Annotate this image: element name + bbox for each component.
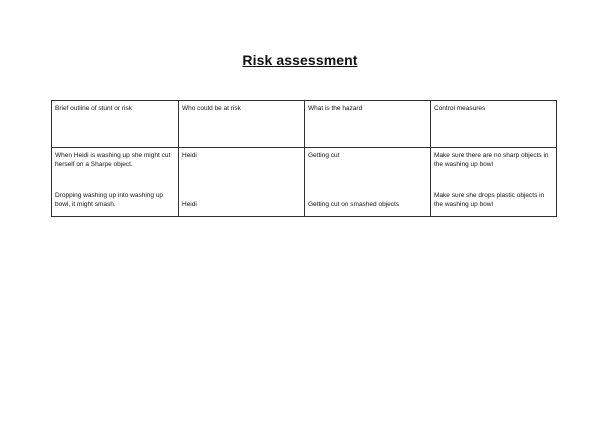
column-header-outline: Brief outline of stunt or risk <box>52 101 179 148</box>
table-row <box>52 148 557 217</box>
who-at-risk-cell <box>179 148 305 217</box>
risk-assessment-table <box>51 100 557 217</box>
page-title: Risk assessment <box>242 52 358 68</box>
table-cell-text: Getting cut on smashed objects <box>308 201 400 208</box>
table-cell-text: Make sure there are no sharp objects in the washing up bowl <box>434 152 549 168</box>
table-cell-text: Heidi <box>182 201 197 208</box>
control-measures-cell <box>431 148 557 217</box>
table-cell-text: Make sure she drops plastic objects in the washing up bowl <box>434 192 545 208</box>
table-cell-text: Getting cut <box>308 152 340 159</box>
table-cell-text: When Heidi is washing up she might cut herself on a Sharpe object. <box>55 152 171 168</box>
column-header-hazard: What is the hazard <box>305 101 431 148</box>
table-cell-text: Heidi <box>182 152 197 159</box>
table-header-row <box>52 101 557 148</box>
column-header-who-at-risk: Who could be at risk <box>179 101 305 148</box>
table-cell-text: Dropping washing up into washing up bowl, it might smash. <box>55 192 164 208</box>
hazard-cell <box>305 148 431 217</box>
column-header-control-measures: Control measures <box>431 101 557 148</box>
outline-cell <box>52 148 179 217</box>
